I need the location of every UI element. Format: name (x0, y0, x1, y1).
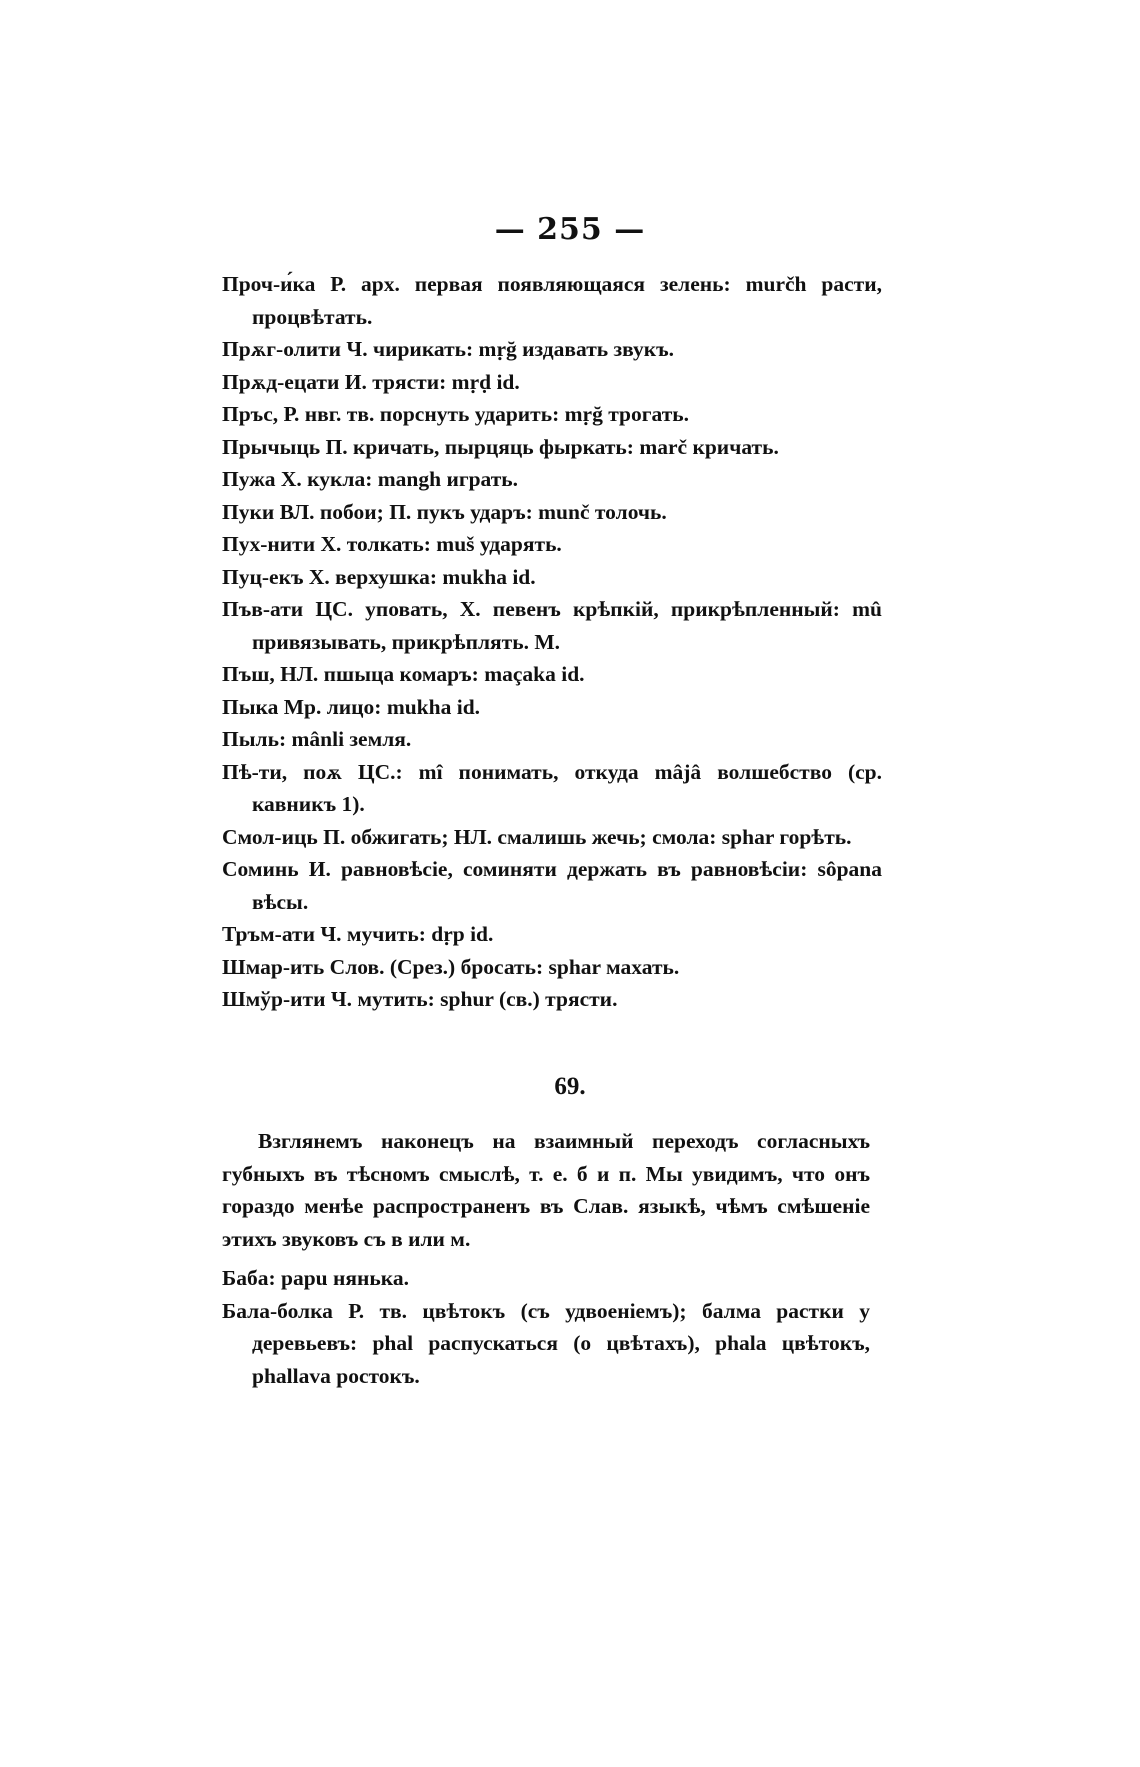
entry: Пуки ВЛ. побои; П. пукъ ударъ: munč толочь. (222, 499, 667, 524)
entry: Прычыць П. кричать, пырцяць фыркать: marč кричать. (222, 434, 779, 459)
entry: Пъв-ати ЦС. уповать, Х. певенъ крѣпкій, прикрѣпленный: mû привязывать, прикрѣплять. М. (222, 597, 882, 654)
entry: Баба: papu нянька. (222, 1266, 409, 1290)
entry: Пуц-екъ Х. верхушка: mukha id. (222, 564, 536, 589)
entry: Пыль: mânli земля. (222, 727, 412, 751)
section-number: 69. (554, 1073, 586, 1100)
entry: Проч-и́ка Р. арх. первая появляющаяся зелень: murčh расти, процвѣтать. (222, 272, 882, 329)
entry: Шмўр-ити Ч. мутить: sphur (св.) трясти. (222, 987, 618, 1011)
entry: Пъш, НЛ. пшыца комаръ: maçaka id. (222, 662, 585, 686)
entry: Бала-болка Р. тв. цвѣтокъ (съ удвоеніемъ); балма растки у деревьевъ: phal распускаться (о цвѣтахъ), phala цвѣтокъ, phallava ростокъ. (222, 1298, 870, 1388)
entry: Тръм-ати Ч. мучить: dṛp id. (222, 922, 494, 946)
page-number: — 255 — (494, 212, 646, 247)
entry: Шмар-ить Слов. (Срез.) бросать: sphar махать. (222, 954, 680, 979)
entry: Соминь И. равновѣсіе, соминяти держать въ равновѣсіи: sôpana вѣсы. (222, 857, 882, 914)
dictionary-entries (222, 268, 882, 1016)
entry: Пух-нити Х. толкать: muš ударять. (222, 532, 562, 556)
entry: Пужа Х. кукла: mangh играть. (222, 467, 519, 491)
entry: Смол-иць П. обжигать; НЛ. смалишь жечь; смола: sphar горѣть. (222, 824, 852, 849)
entry: Прѫг-олити Ч. чирикать: mṛğ издавать звукъ. (222, 337, 675, 361)
section-paragraph: Взглянемъ наконецъ на взаимный переходъ согласныхъ губныхъ въ тѣсномъ смыслѣ, т. е. б и п. Мы увидимъ, что онъ гораздо менѣе распространенъ въ Слав. языкѣ, чѣмъ смѣшеніе этихъ звуковъ съ в или м. (222, 1129, 870, 1251)
entry: Пръс, Р. нвг. тв. порснуть ударить: mṛğ трогать. (222, 402, 689, 426)
dictionary-entries-2 (222, 1262, 870, 1392)
entry: Пѣ-ти, поѫ ЦС.: mî понимать, откуда mâjâ волшебство (ср. кавникъ 1). (222, 759, 882, 816)
entry: Прѫд-ецати И. трясти: mṛḍ id. (222, 369, 520, 394)
entry: Пыка Мр. лицо: mukha id. (222, 694, 481, 719)
